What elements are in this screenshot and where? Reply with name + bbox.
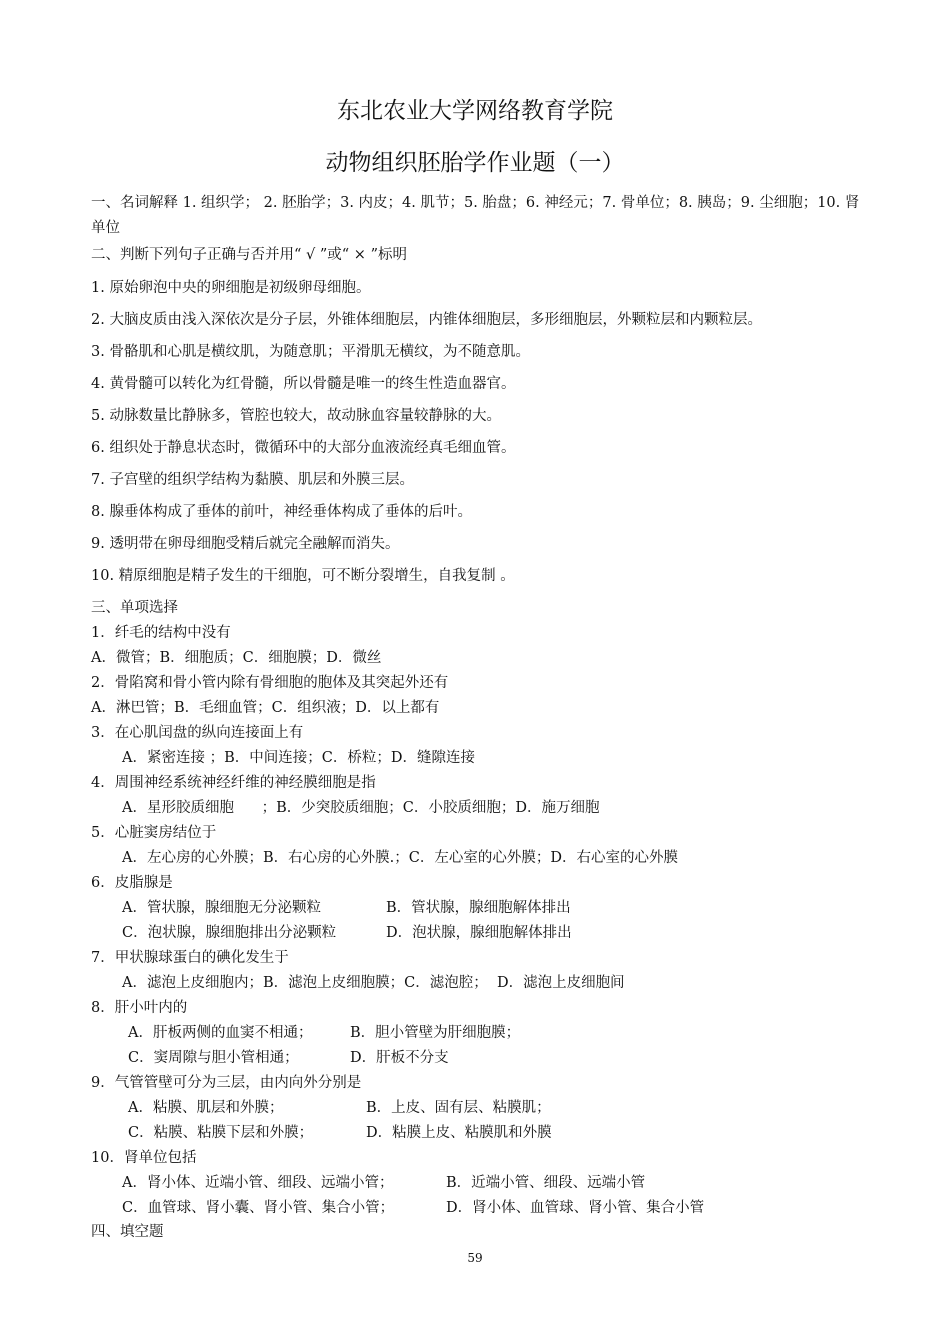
- question: 2．骨陷窝和骨小管内除有骨细胞的胞体及其突起外还有: [91, 675, 449, 691]
- page-number: 59: [467, 1251, 483, 1265]
- option-c: C．血管球、肾小囊、肾小管、集合小管；: [122, 1200, 395, 1216]
- judgement-item: 4. 黄骨髓可以转化为红骨髓，所以骨髓是唯一的终生性造血器官。: [91, 376, 516, 392]
- option-a: A．管状腺，腺细胞无分泌颗粒: [122, 900, 321, 916]
- option-a: A．粘膜、肌层和外膜；: [128, 1100, 284, 1116]
- question-options: A．紧密连接 ；B．中间连接；C．桥粒；D．缝隙连接: [122, 750, 475, 766]
- question: 10．肾单位包括: [91, 1150, 197, 1166]
- judgement-item: 7. 子宫壁的组织学结构为黏膜、肌层和外膜三层。: [91, 472, 414, 488]
- question-options: A．滤泡上皮细胞内；B．滤泡上皮细胞膜；C．滤泡腔； D．滤泡上皮细胞间: [122, 975, 625, 991]
- question-options: A．左心房的心外膜；B．右心房的心外膜.；C．左心室的心外膜；D．右心室的心外膜: [122, 850, 678, 866]
- section-judgement-heading: 二、判断下列句子正确与否并用“ √ ”或“ × ”标明: [91, 247, 407, 263]
- option-c: C．泡状腺，腺细胞排出分泌颗粒: [122, 925, 337, 941]
- option-b: B．上皮、固有层、粘膜肌；: [366, 1100, 551, 1116]
- option-b: B．近端小管、细段、远端小管: [446, 1175, 646, 1191]
- option-a: A．肝板两侧的血窦不相通；: [128, 1025, 313, 1041]
- judgement-item: 2. 大脑皮质由浅入深依次是分子层，外锥体细胞层，内锥体细胞层，多形细胞层，外颗粒层和内颗粒层。: [91, 312, 762, 328]
- question: 1．纤毛的结构中没有: [91, 625, 231, 641]
- question: 3．在心肌闰盘的纵向连接面上有: [91, 725, 304, 741]
- question: 6．皮脂腺是: [91, 875, 173, 891]
- section-choice-heading: 三、单项选择: [91, 600, 178, 616]
- question-options: A．星形胶质细胞 ；B．少突胶质细胞；C．小胶质细胞；D．施万细胞: [122, 800, 600, 816]
- institution-title: 东北农业大学网络教育学院: [337, 98, 613, 124]
- judgement-item: 1. 原始卵泡中央的卵细胞是初级卵母细胞。: [91, 280, 371, 296]
- question: 4．周围神经系统神经纤维的神经膜细胞是指: [91, 775, 376, 791]
- option-d: D．肝板不分支: [350, 1050, 449, 1066]
- question: 7．甲状腺球蛋白的碘化发生于: [91, 950, 289, 966]
- option-b: B．管状腺，腺细胞解体排出: [386, 900, 571, 916]
- assignment-title: 动物组织胚胎学作业题（一）: [325, 150, 625, 176]
- option-d: D．肾小体、血管球、肾小管、集合小管: [446, 1200, 705, 1216]
- option-a: A．肾小体、近端小管、细段、远端小管；: [122, 1175, 394, 1191]
- judgement-item: 8. 腺垂体构成了垂体的前叶，神经垂体构成了垂体的后叶。: [91, 504, 472, 520]
- judgement-item: 3. 骨骼肌和心肌是横纹肌，为随意肌；平滑肌无横纹，为不随意肌。: [91, 344, 530, 360]
- judgement-item: 10. 精原细胞是精子发生的干细胞，可不断分裂增生，自我复制 。: [91, 568, 515, 584]
- question-options: A．微管；B．细胞质；C．细胞膜；D．微丝: [91, 650, 382, 666]
- question: 8．肝小叶内的: [91, 1000, 188, 1016]
- option-b: B．胆小管壁为肝细胞膜；: [350, 1025, 521, 1041]
- option-c: C．粘膜、粘膜下层和外膜；: [128, 1125, 314, 1141]
- judgement-item: 5. 动脉数量比静脉多，管腔也较大，故动脉血容量较静脉的大。: [91, 408, 501, 424]
- section-fill-heading: 四、填空题: [91, 1224, 164, 1240]
- question-options: A．淋巴管；B．毛细血管；C．组织液；D．以上都有: [91, 700, 440, 716]
- option-d: D．粘膜上皮、粘膜肌和外膜: [366, 1125, 552, 1141]
- question: 5．心脏窦房结位于: [91, 825, 217, 841]
- option-d: D．泡状腺，腺细胞解体排出: [386, 925, 572, 941]
- section-terms: 一、名词解释 1. 组织学； 2. 胚胎学；3. 内皮；4. 肌节；5. 胎盘；6. 神经元；7. 骨单位；8. 胰岛；9. 尘细胞；10. 肾单位: [91, 195, 860, 236]
- question: 9．气管管壁可分为三层，由内向外分别是: [91, 1075, 362, 1091]
- judgement-item: 6. 组织处于静息状态时，微循环中的大部分血液流经真毛细血管。: [91, 440, 516, 456]
- option-c: C．窦周隙与胆小管相通；: [128, 1050, 299, 1066]
- judgement-item: 9. 透明带在卵母细胞受精后就完全融解而消失。: [91, 536, 400, 552]
